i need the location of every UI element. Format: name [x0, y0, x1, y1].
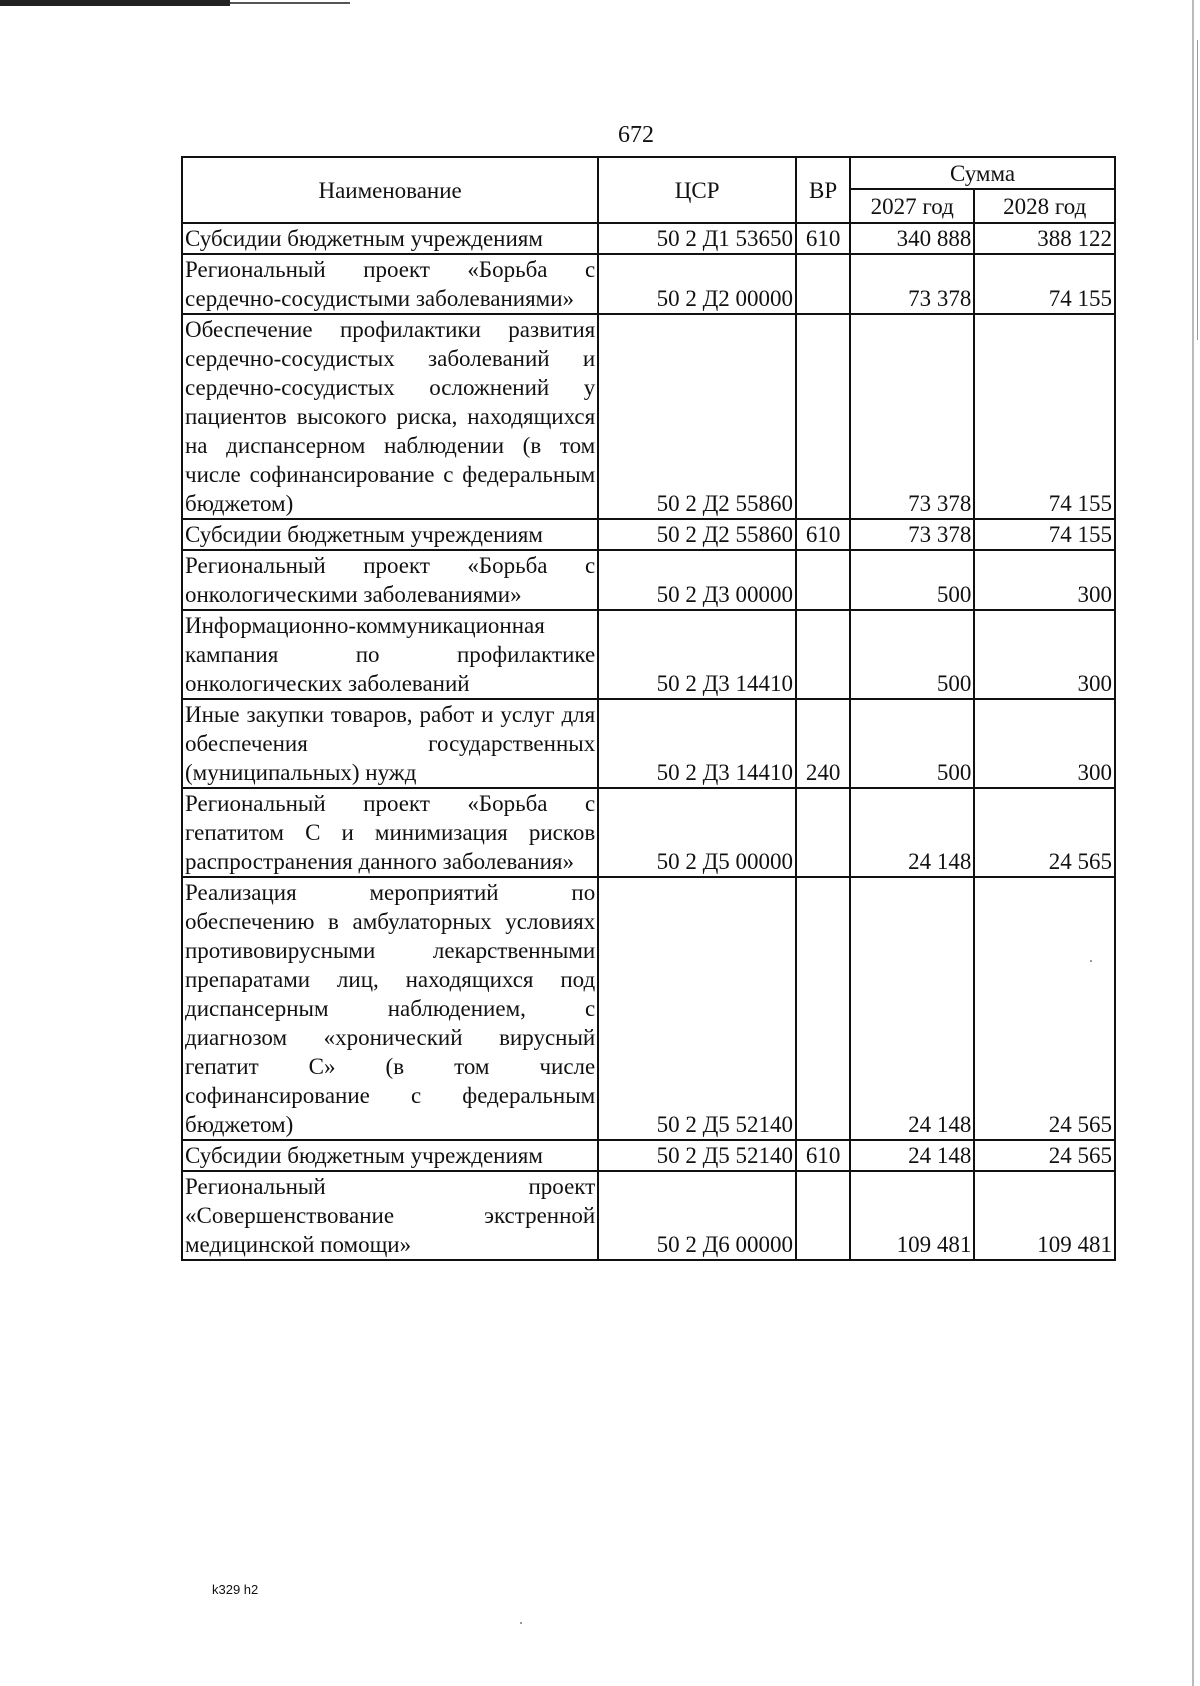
- row-csr: 50 2 Д5 52140: [598, 1140, 796, 1171]
- row-sum-2027: 109 481: [850, 1171, 974, 1260]
- table-row: [182, 877, 1115, 1140]
- row-csr: 50 2 Д2 55860: [598, 314, 796, 519]
- footer-code: k329 h2: [212, 1582, 259, 1597]
- table-row: [182, 314, 1115, 519]
- row-sum-2028: 24 565: [974, 877, 1115, 1140]
- row-vr: 610: [796, 1140, 850, 1171]
- table-row: [182, 519, 1115, 550]
- row-sum-2027: 340 888: [850, 223, 974, 254]
- budget-table: [181, 156, 1116, 1261]
- row-sum-2028: 24 565: [974, 788, 1115, 877]
- table-row: [182, 699, 1115, 788]
- table-row: [182, 788, 1115, 877]
- header-csr: ЦСР: [598, 157, 796, 223]
- row-vr: 610: [796, 519, 850, 550]
- row-sum-2028: 300: [974, 699, 1115, 788]
- header-sum: Сумма: [850, 157, 1115, 189]
- table-row: [182, 550, 1115, 610]
- scan-speck: [520, 1622, 522, 1624]
- row-name: Региональный проект «Совершенствование экстренной медицинской помощи»: [182, 1171, 598, 1260]
- row-csr: 50 2 Д2 55860: [598, 519, 796, 550]
- row-name: Субсидии бюджетным учреждениям: [182, 1140, 598, 1171]
- row-vr: [796, 254, 850, 314]
- scan-edge-top-thin: [230, 2, 350, 4]
- row-sum-2027: 24 148: [850, 788, 974, 877]
- row-name: Субсидии бюджетным учреждениям: [182, 519, 598, 550]
- row-csr: 50 2 Д6 00000: [598, 1171, 796, 1260]
- row-sum-2027: 73 378: [850, 519, 974, 550]
- row-csr: 50 2 Д5 52140: [598, 877, 796, 1140]
- row-sum-2028: 74 155: [974, 314, 1115, 519]
- table-row: [182, 223, 1115, 254]
- row-name: Региональный проект «Борьба с гепатитом С и минимизация рисков распространения данного заболевания»: [182, 788, 598, 877]
- row-sum-2028: 74 155: [974, 254, 1115, 314]
- scan-edge-top: [0, 0, 230, 6]
- row-name: Субсидии бюджетным учреждениям: [182, 223, 598, 254]
- row-name: Региональный проект «Борьба с сердечно-сосудистыми заболеваниями»: [182, 254, 598, 314]
- table-row: [182, 1140, 1115, 1171]
- row-vr: [796, 610, 850, 699]
- row-sum-2028: 388 122: [974, 223, 1115, 254]
- scan-edge-right: [1192, 0, 1194, 1686]
- row-sum-2027: 500: [850, 550, 974, 610]
- row-sum-2028: 109 481: [974, 1171, 1115, 1260]
- row-name: Региональный проект «Борьба с онкологическими заболеваниями»: [182, 550, 598, 610]
- row-name: Информационно-коммуникационная кампания по профилактике онкологических заболеваний: [182, 610, 598, 699]
- row-vr: 240: [796, 699, 850, 788]
- header-name: Наименование: [182, 157, 598, 223]
- row-sum-2028: 24 565: [974, 1140, 1115, 1171]
- row-sum-2027: 24 148: [850, 1140, 974, 1171]
- row-name: Обеспечение профилактики развития сердечно-сосудистых заболеваний и сердечно-сосудистых осложнений у пациентов высокого риска, находящихся на диспансерном наблюдении (в том числе софинансирование с федеральным бюджетом): [182, 314, 598, 519]
- scan-speck: [1090, 960, 1092, 962]
- row-name: Иные закупки товаров, работ и услуг для обеспечения государственных (муниципальных) нужд: [182, 699, 598, 788]
- row-sum-2027: 500: [850, 699, 974, 788]
- row-csr: 50 2 Д1 53650: [598, 223, 796, 254]
- row-sum-2028: 300: [974, 550, 1115, 610]
- row-sum-2028: 74 155: [974, 519, 1115, 550]
- table-row: [182, 610, 1115, 699]
- row-vr: [796, 550, 850, 610]
- row-sum-2027: 24 148: [850, 877, 974, 1140]
- header-year-2027: 2027 год: [850, 189, 974, 223]
- header-vr: ВР: [796, 157, 850, 223]
- row-vr: [796, 314, 850, 519]
- table-row: [182, 1171, 1115, 1260]
- page-number: 672: [618, 122, 654, 148]
- row-name: Реализация мероприятий по обеспечению в амбулаторных условиях противовирусными лекарственными препаратами лиц, находящихся под диспансерным наблюдением, с диагнозом «хронический вирусный гепатит С» (в том числе софинансирование с федеральным бюджетом): [182, 877, 598, 1140]
- row-sum-2027: 73 378: [850, 254, 974, 314]
- row-vr: [796, 877, 850, 1140]
- row-csr: 50 2 Д3 14410: [598, 699, 796, 788]
- row-sum-2027: 500: [850, 610, 974, 699]
- header-year-2028: 2028 год: [974, 189, 1115, 223]
- scan-edge-right-thin: [1197, 40, 1198, 340]
- row-csr: 50 2 Д3 14410: [598, 610, 796, 699]
- row-sum-2027: 73 378: [850, 314, 974, 519]
- table-row: [182, 254, 1115, 314]
- row-vr: 610: [796, 223, 850, 254]
- row-vr: [796, 1171, 850, 1260]
- row-csr: 50 2 Д3 00000: [598, 550, 796, 610]
- row-sum-2028: 300: [974, 610, 1115, 699]
- row-csr: 50 2 Д2 00000: [598, 254, 796, 314]
- row-csr: 50 2 Д5 00000: [598, 788, 796, 877]
- row-vr: [796, 788, 850, 877]
